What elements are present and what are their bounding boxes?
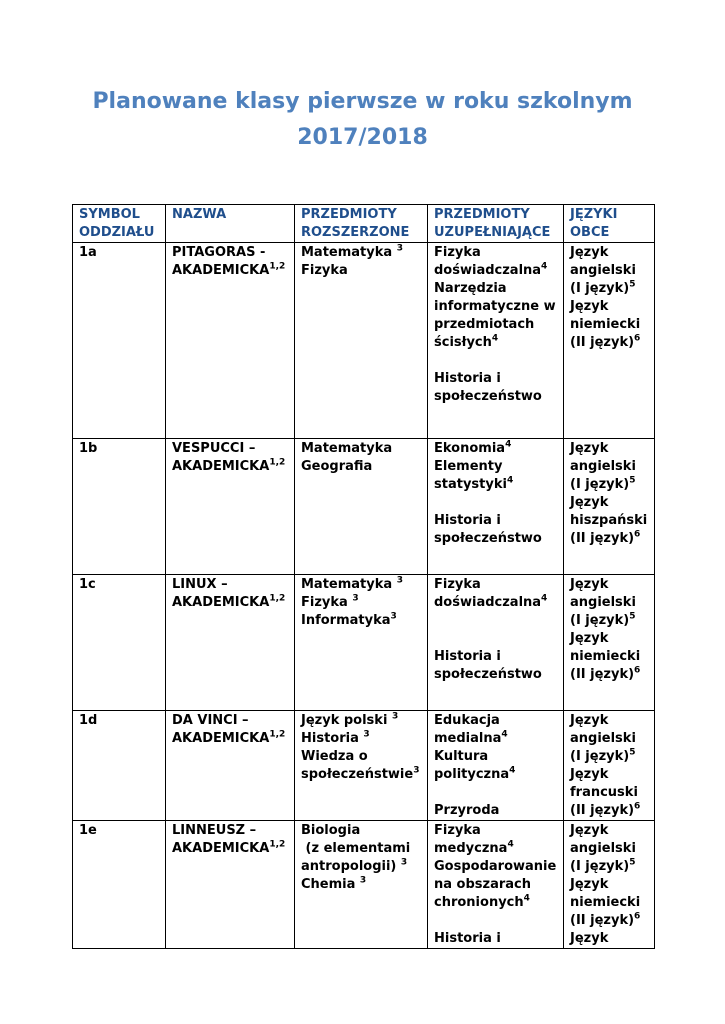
cell-line [570,748,651,766]
cell-text: statystyki [434,477,507,492]
classes-table [72,204,655,949]
cell-text: Język [570,299,609,314]
header-line: PRZEDMIOTY [434,207,530,222]
header-line: ROZSZERZONE [301,225,410,240]
cell-text: angielski [570,263,636,278]
cell-symbol [73,821,166,949]
cell-text: Historia i [434,513,501,528]
cell-text: angielski [570,459,636,474]
cell-text: (z elementami [301,841,411,856]
footnote-mark: 4 [506,475,514,486]
cell-text: Historia i [434,649,501,664]
cell-text: AKADEMICKA [172,459,270,474]
cell-text: informatyczne w [434,299,556,314]
cell-text: Historia i [434,371,501,386]
cell-line [301,594,424,612]
cell-text: Język polski [301,713,392,728]
cell-line [570,476,651,494]
cell-line: 1d [79,713,98,728]
cell-line [570,666,651,684]
cell-line [434,388,560,406]
title-line-1: Planowane klasy pierwsze w roku szkolnym [92,89,633,114]
cell-name [166,243,295,439]
cell-text: na obszarach [434,877,532,892]
header-line: OBCE [570,225,610,240]
cell-line [301,730,424,748]
cell-line [434,458,560,476]
cell-line [172,840,291,858]
cell-languages [564,575,655,711]
cell-line [570,784,651,802]
cell-line [570,894,651,912]
cell-text: Kultura [434,749,489,764]
footnote-mark: 3 [359,875,367,886]
cell-line [434,630,560,648]
table-row [73,243,655,439]
cell-text: przedmiotach [434,317,535,332]
header-line: UZUPEŁNIAJĄCE [434,225,551,240]
cell-line [434,648,560,666]
footnote-mark: 1,2 [269,457,286,468]
cell-line [570,280,651,298]
cell-line [570,530,651,548]
cell-text: LINNEUSZ – [172,823,257,838]
cell-line [434,730,560,748]
cell-line [301,440,424,458]
footnote-mark: 6 [634,333,641,344]
cell-extended-subjects [295,711,428,821]
footnote-mark: 3 [413,765,420,776]
cell-line [434,352,560,370]
cell-line [570,912,651,930]
cell-line [570,876,651,894]
cell-extended-subjects [295,243,428,439]
footnote-mark: 5 [629,857,636,868]
cell-line: 1b [79,441,98,456]
cell-text: Język [570,495,609,510]
cell-text: antropologii) [301,859,401,874]
header-line: SYMBOL [79,207,140,222]
cell-supplementary-subjects [428,243,564,439]
cell-line [434,530,560,548]
cell-line [434,894,560,912]
footnote-mark: 4 [523,893,530,904]
cell-line [434,262,560,280]
footnote-mark: 6 [634,665,641,676]
cell-line [570,316,651,334]
cell-languages [564,243,655,439]
cell-line [434,766,560,784]
cell-text: Język [570,577,609,592]
cell-symbol [73,243,166,439]
cell-line: 1a [79,245,97,260]
cell-line [301,858,424,876]
cell-supplementary-subjects [428,711,564,821]
cell-text: doświadczalna [434,595,542,610]
cell-line [570,840,651,858]
header-extended-subjects [295,205,428,243]
header-supplementary-subjects [428,205,564,243]
cell-text: medialna [434,731,502,746]
cell-line [301,262,424,280]
footnote-mark: 3 [391,711,399,722]
table-row [73,711,655,821]
cell-text: VESPUCCI – [172,441,256,456]
cell-line [434,370,560,388]
table-row [73,439,655,575]
cell-line [570,612,651,630]
cell-text: Wiedza o [301,749,368,764]
footnote-mark: 1,2 [269,729,286,740]
footnote-mark: 3 [396,243,403,254]
footnote-mark: 3 [396,575,403,586]
cell-extended-subjects [295,575,428,711]
cell-line [434,494,560,512]
cell-text: AKADEMICKA [172,595,270,610]
footnote-mark: 4 [491,333,499,344]
cell-text: niemiecki [570,649,641,664]
cell-text: Przyroda [434,803,500,818]
cell-line [301,840,424,858]
cell-text: (I język) [570,281,630,296]
cell-line [172,262,291,280]
cell-text: Edukacja [434,713,500,728]
cell-text: Język [570,713,609,728]
cell-languages [564,711,655,821]
cell-line [172,244,291,262]
cell-line [301,766,424,784]
cell-text: Elementy [434,459,503,474]
cell-line [434,576,560,594]
cell-text: doświadczalna [434,263,542,278]
cell-name [166,821,295,949]
cell-text: chronionych [434,895,524,910]
cell-text: ścisłych [434,335,492,350]
cell-line: 1c [79,577,96,592]
footnote-mark: 5 [629,279,636,290]
cell-line [434,784,560,802]
cell-text: Chemia [301,877,360,892]
cell-line [570,822,651,840]
cell-text: Historia i [434,931,501,946]
cell-text: Fizyka [434,245,481,260]
header-line: JĘZYKI [570,207,618,222]
cell-text: Fizyka [434,823,481,838]
cell-text: Język [570,931,609,946]
cell-line [434,612,560,630]
header-line: NAZWA [172,207,227,222]
cell-line [301,748,424,766]
cell-text: Język [570,823,609,838]
cell-line [570,576,651,594]
cell-text: (II język) [570,531,635,546]
cell-supplementary-subjects [428,439,564,575]
cell-line [172,730,291,748]
cell-name [166,575,295,711]
footnote-mark: 4 [541,593,548,604]
cell-line [172,458,291,476]
cell-line [434,858,560,876]
cell-text: (I język) [570,613,630,628]
cell-line [434,876,560,894]
cell-text: Matematyka [301,441,393,456]
cell-text: hiszpański [570,513,648,528]
footnote-mark: 3 [390,611,397,622]
cell-text: polityczna [434,767,510,782]
cell-line [434,748,560,766]
footnote-mark: 5 [629,611,636,622]
cell-text: społeczeństwo [434,389,542,404]
cell-text: Język [570,877,609,892]
cell-line [434,912,560,930]
cell-text: francuski [570,785,638,800]
footnote-mark: 4 [509,765,516,776]
cell-text: Język [570,631,609,646]
cell-line [434,244,560,262]
cell-extended-subjects [295,821,428,949]
header-symbol [73,205,166,243]
cell-text: (I język) [570,477,630,492]
cell-line [172,594,291,612]
header-line: ODDZIAŁU [79,225,155,240]
cell-text: Historia [301,731,364,746]
cell-line [434,930,560,948]
cell-line [172,822,291,840]
footnote-mark: 4 [507,839,514,850]
header-name [166,205,295,243]
cell-line [301,244,424,262]
cell-line [434,840,560,858]
cell-text: LINUX – [172,577,228,592]
cell-line [434,298,560,316]
cell-text: (I język) [570,749,630,764]
cell-symbol [73,575,166,711]
cell-line [301,576,424,594]
cell-line [570,766,651,784]
cell-text: społeczeństwie [301,767,414,782]
cell-text: niemiecki [570,895,641,910]
cell-text: angielski [570,841,636,856]
title-line-2: 2017/2018 [297,125,428,150]
cell-line [570,244,651,262]
cell-line [301,458,424,476]
cell-line [434,280,560,298]
cell-line [434,822,560,840]
cell-supplementary-subjects [428,575,564,711]
cell-name [166,711,295,821]
footnote-mark: 3 [352,593,359,604]
footnote-mark: 5 [629,475,636,486]
table-body [73,243,655,949]
cell-supplementary-subjects [428,821,564,949]
cell-line [570,512,651,530]
cell-line [301,876,424,894]
cell-line [172,440,291,458]
table-row [73,821,655,949]
cell-line [570,858,651,876]
cell-languages [564,821,655,949]
cell-text: Biologia [301,823,361,838]
cell-line [570,594,651,612]
cell-text: AKADEMICKA [172,263,270,278]
footnote-mark: 1,2 [269,261,286,272]
cell-line [570,930,651,948]
footnote-mark: 1,2 [269,839,286,850]
cell-line [301,612,424,630]
cell-text: (I język) [570,859,630,874]
footnote-mark: 6 [634,911,641,922]
footnote-mark: 4 [541,261,548,272]
cell-line [434,594,560,612]
cell-line [570,440,651,458]
cell-line [301,712,424,730]
cell-line [570,712,651,730]
cell-line [172,576,291,594]
cell-line [570,262,651,280]
cell-text: (II język) [570,335,635,350]
cell-line [570,648,651,666]
cell-languages [564,439,655,575]
cell-line [570,802,651,820]
footnote-mark: 4 [501,729,508,740]
cell-text: Język [570,441,609,456]
cell-text: niemiecki [570,317,641,332]
cell-text: Ekonomia [434,441,506,456]
cell-line [570,630,651,648]
cell-text: społeczeństwo [434,667,542,682]
header-languages [564,205,655,243]
cell-line [570,458,651,476]
footnote-mark: 5 [629,747,636,758]
cell-text: (II język) [570,803,635,818]
cell-text: (II język) [570,913,635,928]
cell-symbol [73,439,166,575]
cell-name [166,439,295,575]
cell-text: AKADEMICKA [172,731,270,746]
cell-line: 1e [79,823,97,838]
cell-extended-subjects [295,439,428,575]
cell-line [570,730,651,748]
cell-symbol [73,711,166,821]
cell-text: Gospodarowanie [434,859,557,874]
table-row [73,575,655,711]
cell-text: Język [570,245,609,260]
cell-text: Matematyka [301,577,397,592]
cell-text: Fizyka [434,577,481,592]
cell-text: Matematyka [301,245,397,260]
footnote-mark: 4 [505,439,512,450]
cell-line [434,512,560,530]
cell-line [434,476,560,494]
cell-line [301,822,424,840]
cell-text: angielski [570,595,636,610]
cell-line [434,802,560,820]
page-title [0,84,725,156]
footnote-mark: 6 [634,801,641,812]
cell-line [570,494,651,512]
cell-text: Fizyka [301,595,353,610]
footnote-mark: 3 [400,857,408,868]
cell-text: (II język) [570,667,635,682]
cell-text: AKADEMICKA [172,841,270,856]
cell-text: Informatyka [301,613,391,628]
header-line: PRZEDMIOTY [301,207,397,222]
cell-text: Fizyka [301,263,348,278]
footnote-mark: 1,2 [269,593,286,604]
cell-line [570,298,651,316]
cell-line [434,334,560,352]
cell-text: społeczeństwo [434,531,542,546]
footnote-mark: 6 [634,529,641,540]
table-header-row [73,205,655,243]
cell-line [172,712,291,730]
cell-text: Geografia [301,459,373,474]
cell-line [434,316,560,334]
cell-text: medyczna [434,841,508,856]
cell-line [434,666,560,684]
cell-text: PITAGORAS - [172,245,266,260]
cell-text: DA VINCI – [172,713,249,728]
cell-text: Narzędzia [434,281,507,296]
footnote-mark: 3 [363,729,370,740]
cell-text: Język [570,767,609,782]
cell-line [570,334,651,352]
cell-text: angielski [570,731,636,746]
cell-line [434,712,560,730]
cell-line [434,440,560,458]
